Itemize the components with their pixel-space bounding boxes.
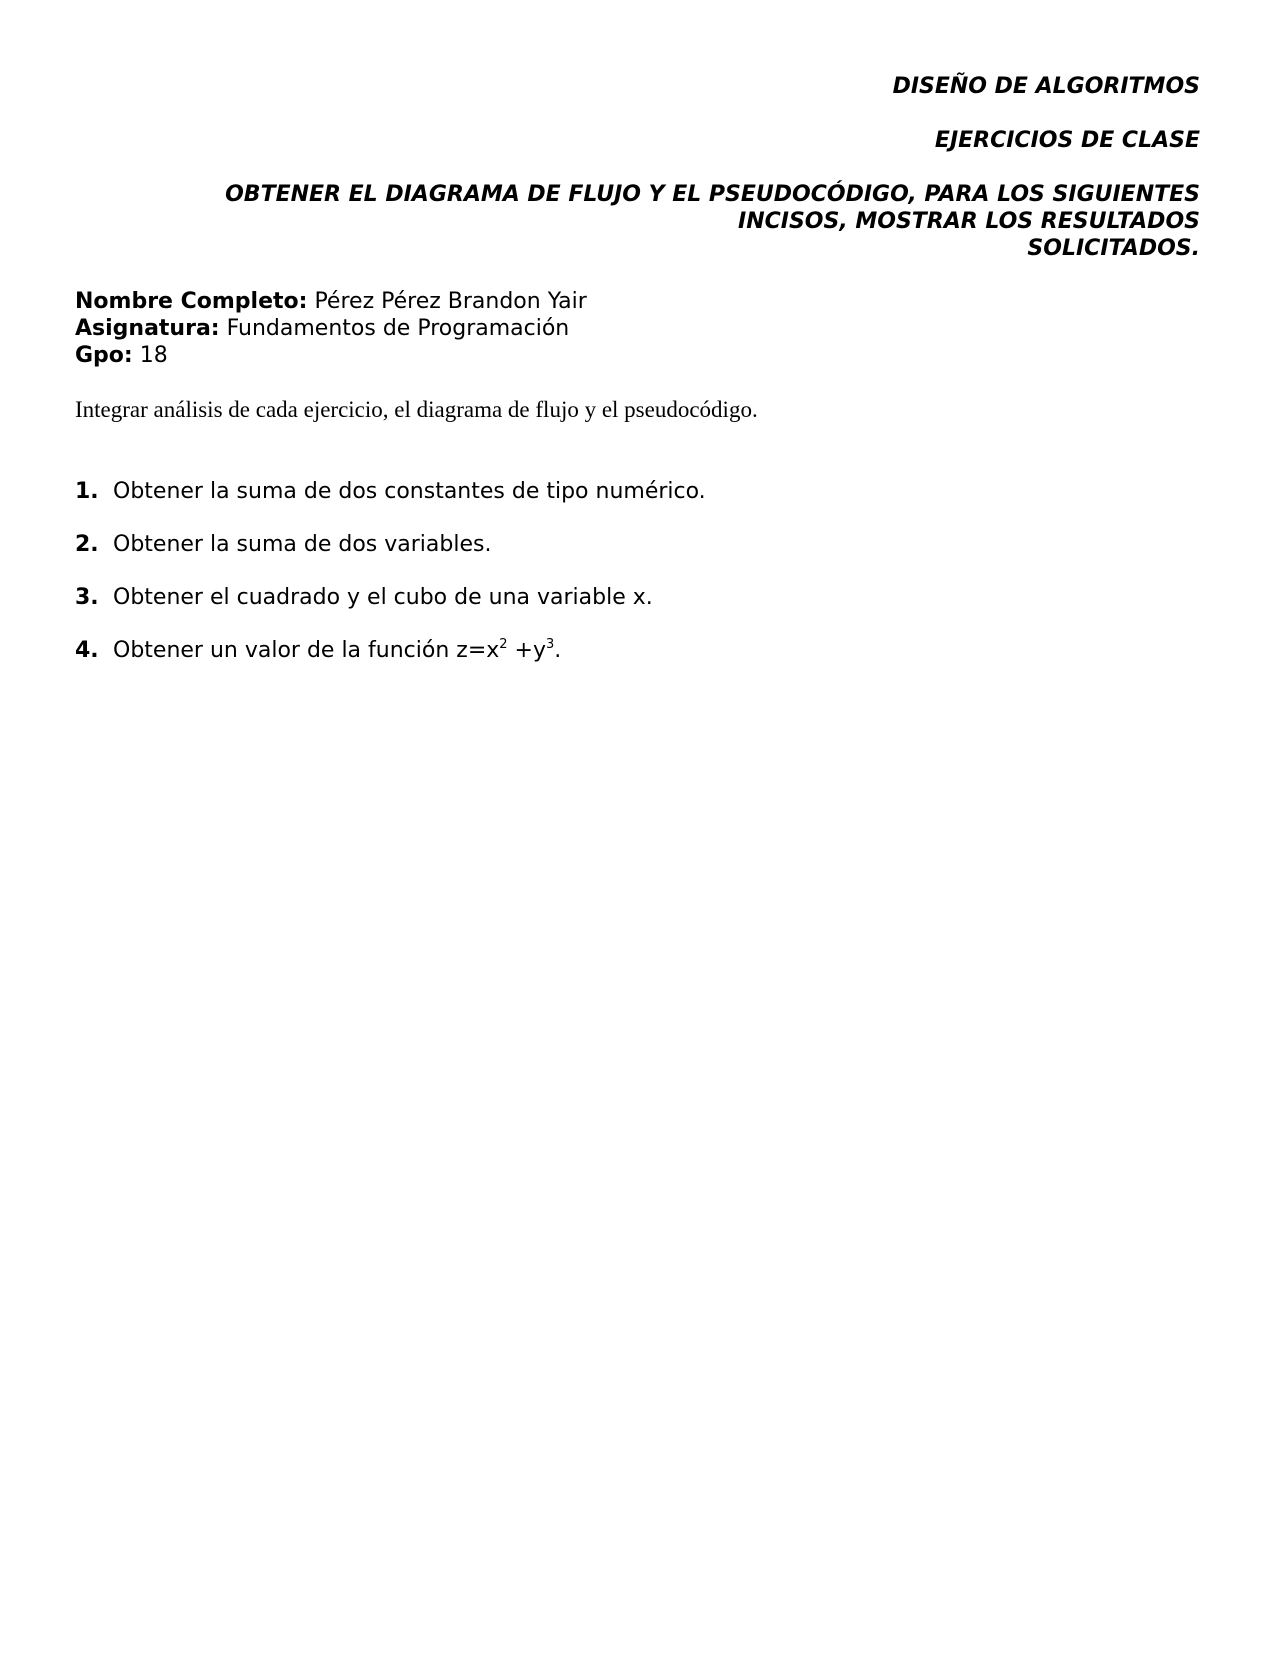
course-title: DISEÑO DE ALGORITMOS (892, 74, 1200, 99)
exercise-text: Obtener un valor de la función z=x (113, 638, 500, 663)
exercise-list (75, 478, 706, 690)
exercise-number: 1. (75, 479, 99, 504)
student-name-label: Nombre Completo: (75, 289, 308, 314)
exercise-number: 2. (75, 532, 99, 557)
exercise-item (75, 584, 706, 611)
exercise-text-end: . (554, 638, 562, 663)
instructions-line-2: INCISOS, MOSTRAR LOS RESULTADOS (738, 209, 1200, 234)
instructions-line-3: SOLICITADOS. (1027, 236, 1200, 261)
instructions-line-1: OBTENER EL DIAGRAMA DE FLUJO Y EL PSEUDOCÓDIGO, PARA LOS SIGUIENTES (225, 182, 1200, 207)
instructions (75, 181, 1200, 262)
exercise-item (75, 478, 706, 505)
exponent-x: 2 (499, 637, 508, 652)
student-info (75, 288, 587, 369)
exercise-text: Obtener la suma de dos variables. (113, 532, 492, 557)
exercise-number: 4. (75, 638, 99, 663)
student-name-row (75, 288, 587, 315)
student-name-value: Pérez Pérez Brandon Yair (314, 289, 587, 314)
exponent-y: 3 (546, 637, 555, 652)
exercise-item (75, 531, 706, 558)
intro-paragraph: Integrar análisis de cada ejercicio, el diagrama de flujo y el pseudocódigo. (75, 397, 758, 422)
group-label: Gpo: (75, 343, 133, 368)
subject-label: Asignatura: (75, 316, 220, 341)
exercise-text: Obtener el cuadrado y el cubo de una variable x. (113, 585, 653, 610)
subject-row (75, 315, 587, 342)
exercise-item (75, 637, 706, 664)
group-row (75, 342, 587, 369)
subtitle: EJERCICIOS DE CLASE (934, 128, 1200, 153)
exercise-text: Obtener la suma de dos constantes de tipo numérico. (113, 479, 706, 504)
group-value: 18 (139, 343, 168, 368)
subject-value: Fundamentos de Programación (226, 316, 570, 341)
exercise-text-middle: +y (507, 638, 547, 663)
exercise-number: 3. (75, 585, 99, 610)
